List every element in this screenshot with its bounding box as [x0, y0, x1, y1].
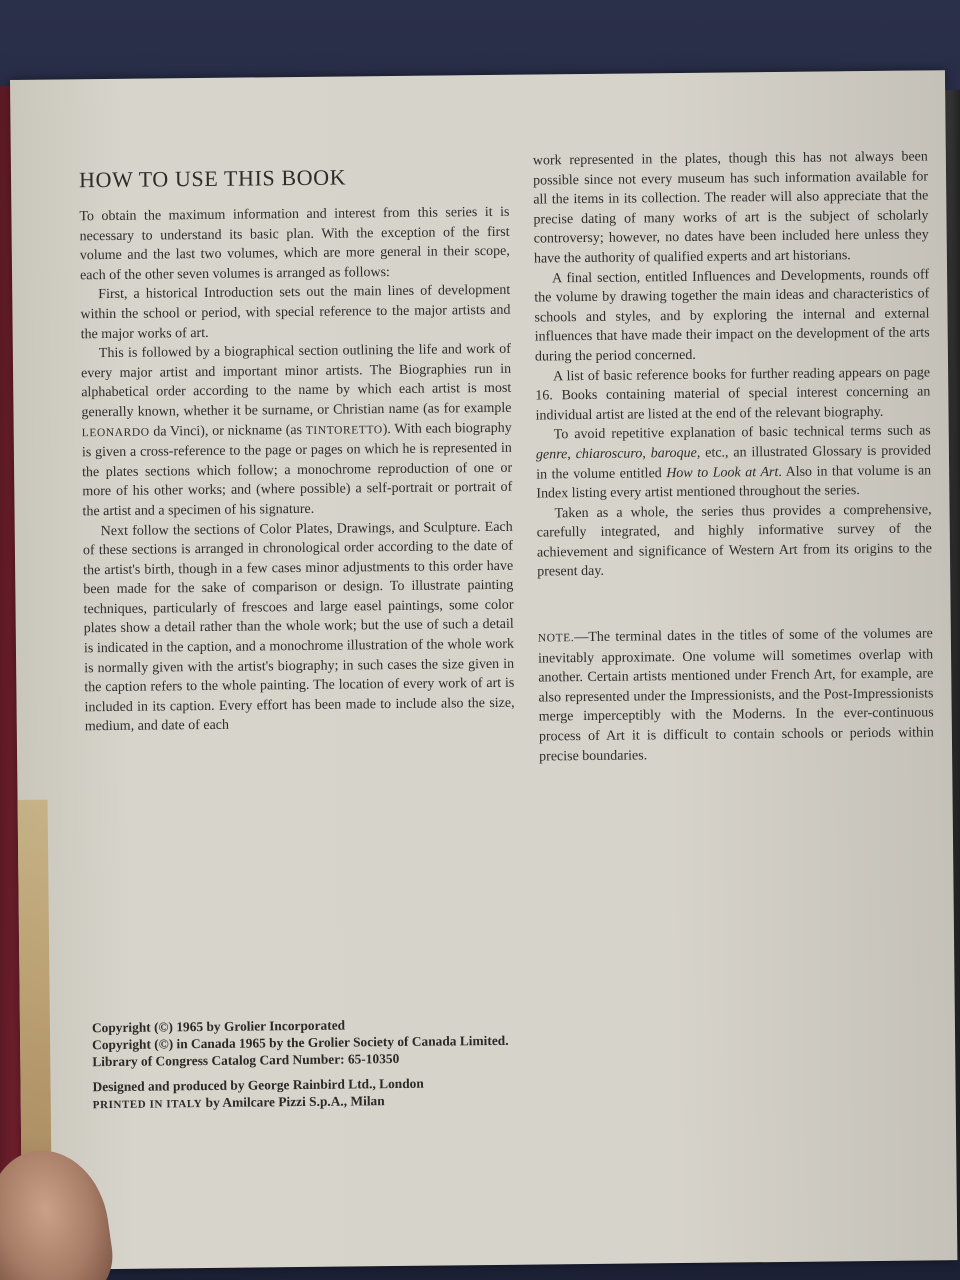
printed-by: by Amilcare Pizzi S.p.A., Milan	[202, 1093, 385, 1111]
text-run: etc., an illustrated Glossary is provided in the volume entitled	[536, 443, 932, 483]
paragraph-influences: A final section, entitled Influences and Developments, rounds off the volume by drawing together the main ideas and characteristics of schools and styles, and by exploring the internal and external influences that have made their impact on the development of the arts during the period concerned.	[534, 266, 930, 365]
designer-line: Designed and produced by George Rainbird Ltd., London	[92, 1075, 424, 1095]
name-leonardo: LEONARDO	[81, 426, 150, 439]
paragraph-summary: Taken as a whole, the series thus provides a comprehensive, carefully integrated, and highly informative survey of the achievement and significance of Western Art from its origins to the present day.	[536, 502, 933, 580]
note-label: NOTE.	[537, 632, 575, 645]
paragraph-intro: To obtain the maximum information and interest from this series it is necessary to understand its basic plan. With the exception of the first volume and the last two volumes, which are more general in their scope, each of the other seven volumes is arranged as follows:	[79, 204, 510, 284]
paragraph-biographies	[81, 340, 513, 522]
paragraph-plates: Next follow the sections of Color Plates, Drawings, and Sculpture. Each of these sections is arranged in chronological order according to the date of the artist's birth, though in a few cases minor adjustments to this order have been made for the sake of comparison or design. To illustrate painting techniques, particularly of frescoes and large easel paintings, some color plates show a detail rather than the whole work; but the use of such a detail is indicated in the caption, and a monochrome illustration of the whole work is normally given with the artist's biography; in such cases the size given in the caption refers to the whole painting. The location of every work of art is included in its caption. Every effort has been made to include also the size, medium, and date of each	[82, 519, 515, 735]
printer-line	[93, 1090, 553, 1114]
italic-title: How to Look at Art	[666, 464, 779, 481]
text-run: da Vinci), or nickname (as	[149, 422, 306, 440]
copyright-line: Copyright (©) in Canada 1965 by the Grolier Society of Canada Limited.	[92, 1032, 509, 1053]
text-run: To avoid repetitive explanation of basic technical terms such as	[553, 423, 931, 443]
right-column	[533, 147, 934, 766]
text-run: ). With each biography is given a cross-reference to the page or pages on which he is represented in the plates sections which follow; a monochrome reproduction of one or more of his other works; and (where possible) a self-portrait or portrait of the artist and a specimen of his signature.	[81, 420, 513, 520]
text-run: . Also in that volume is an Index listing every artist mentioned throughout the series.	[536, 462, 932, 502]
paragraph-dating: work represented in the plates, though this has not always been possible since not every museum has such information available for all the items in its collection. The reader will also appreciate that the precise dating of many works of art is the subject of scholarly controversy; however, no dates have been included here unless they have the authority of qualified experts and art historians.	[532, 149, 929, 267]
note-text: —The terminal dates in the titles of some of the volumes are inevitably approximate. One volume will sometimes overlap with another. Certain artists mentioned under French Art, for example, are also represented under the Impressionists, and the Post-Impressionists merge imperceptibly with the Moderns. In the ever-continuous process of Art it is difficult to contain schools or periods within precise boundaries.	[538, 626, 934, 765]
page-content	[79, 150, 945, 771]
paragraph-glossary	[536, 422, 932, 505]
copyright-line: Copyright (©) 1965 by Grolier Incorporated	[91, 1017, 346, 1036]
paragraph-reference-books: A list of basic reference books for further reading appears on page 16. Books containing material of special interest concerning an individual artist are listed at the end of the relevant biography.	[535, 364, 931, 424]
page-heading: HOW TO USE THIS BOOK	[78, 164, 347, 193]
left-column	[79, 155, 515, 738]
book-page	[10, 70, 957, 1270]
printed-label: PRINTED IN ITALY	[92, 1098, 203, 1112]
copyright-block	[92, 1014, 553, 1114]
text-columns	[79, 150, 945, 771]
name-tintoretto: TINTORETTO	[305, 423, 383, 437]
text-run: This is followed by a biographical section outlining the life and work of every major artist and important minor artists. The Biographies run in alphabetical order according to the name by which each artist is most generally known, whether it be surname, or Christian name (as for example	[80, 341, 512, 421]
copyright-line: Library of Congress Catalog Card Number: 65-10350	[92, 1050, 400, 1070]
paragraph-introduction-section: First, a historical Introduction sets out the main lines of development within the school or period, with special reference to the major artists and the major works of art.	[80, 283, 511, 342]
italic-terms: genre, chiaroscuro, baroque,	[535, 445, 701, 463]
note-paragraph	[538, 624, 934, 766]
